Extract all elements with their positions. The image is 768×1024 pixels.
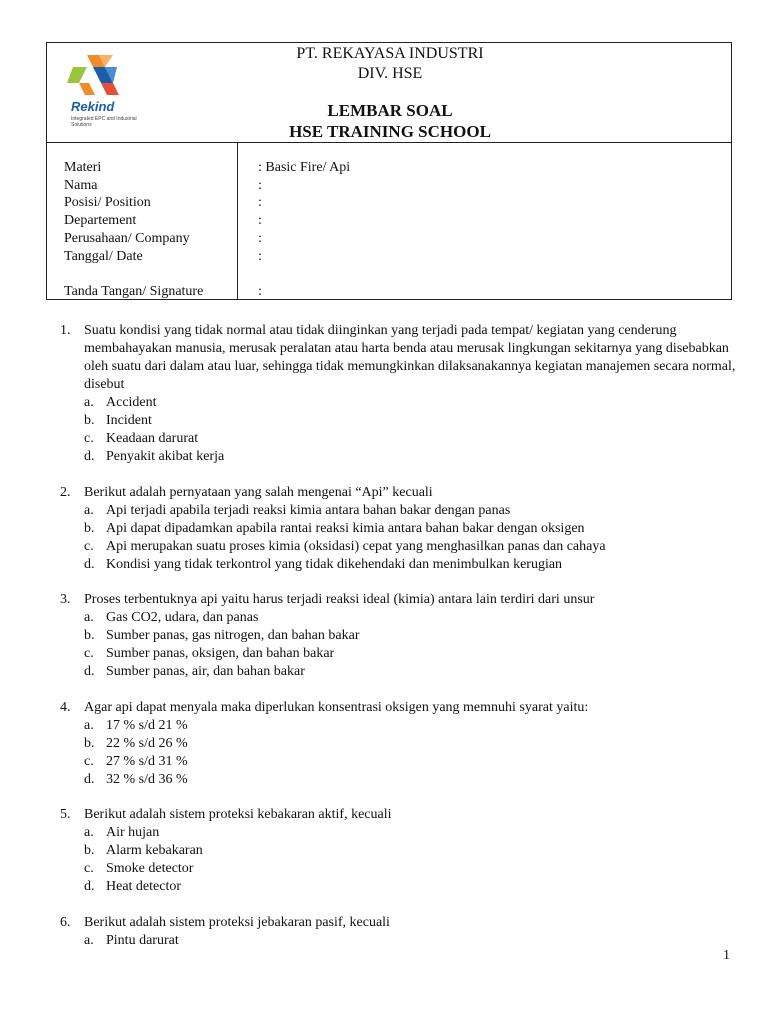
field-label-posisi: Posisi/ Position: [64, 195, 151, 210]
question-list: [60, 322, 740, 967]
option-letter: a.: [84, 825, 94, 840]
option-a[interactable]: [84, 394, 740, 412]
option-letter: d.: [84, 771, 95, 787]
question-5: [60, 806, 740, 896]
option-b[interactable]: [84, 520, 740, 538]
option-letter: d.: [84, 449, 95, 464]
rekind-logo: [65, 53, 155, 133]
question-3: [60, 591, 740, 681]
option-letter: a.: [84, 717, 94, 733]
option-letter: b.: [84, 413, 95, 428]
question-text: Agar api dapat menyala maka diperlukan konsentrasi oksigen yang memnuhi syarat yaitu:: [84, 699, 589, 715]
option-letter: d.: [84, 664, 95, 679]
option-text: Accident: [106, 395, 157, 410]
option-letter: b.: [84, 735, 95, 751]
option-letter: a.: [84, 395, 94, 410]
question-number: 1.: [60, 323, 71, 338]
option-d[interactable]: [84, 556, 740, 574]
option-a[interactable]: [84, 932, 740, 950]
option-text: 22 % s/d 26 %: [106, 735, 188, 751]
option-text: Sumber panas, gas nitrogen, dan bahan bakar: [106, 628, 360, 643]
option-letter: b.: [84, 628, 95, 643]
option-letter: c.: [84, 538, 94, 554]
field-value-signature[interactable]: :: [258, 284, 262, 299]
option-a[interactable]: [84, 717, 740, 735]
option-b[interactable]: [84, 842, 740, 860]
option-letter: d.: [84, 556, 95, 572]
field-value-posisi[interactable]: :: [258, 195, 262, 210]
option-c[interactable]: [84, 645, 740, 663]
option-text: Sumber panas, oksigen, dan bahan bakar: [106, 646, 335, 661]
company-name: PT. REKAYASA INDUSTRI: [296, 45, 484, 62]
option-letter: b.: [84, 843, 95, 858]
header-top: [47, 43, 731, 143]
sheet-title: LEMBAR SOAL: [327, 101, 453, 120]
field-label-nama: Nama: [64, 178, 98, 193]
option-text: Gas CO2, udara, dan panas: [106, 610, 259, 625]
option-c[interactable]: [84, 430, 740, 448]
division-name: DIV. HSE: [357, 65, 423, 82]
field-value-materi: : Basic Fire/ Api: [258, 160, 351, 175]
page-number: 1: [723, 948, 730, 963]
field-value-tanggal[interactable]: :: [258, 249, 262, 264]
option-c[interactable]: [84, 538, 740, 556]
option-letter: c.: [84, 753, 94, 769]
option-d[interactable]: [84, 878, 740, 896]
option-text: Api dapat dipadamkan apabila rantai reaksi kimia antara bahan bakar dengan oksigen: [106, 520, 585, 536]
option-a[interactable]: [84, 824, 740, 842]
option-letter: d.: [84, 879, 95, 894]
option-d[interactable]: [84, 771, 740, 789]
option-text: Penyakit akibat kerja: [106, 449, 225, 464]
option-c[interactable]: [84, 860, 740, 878]
option-text: 17 % s/d 21 %: [106, 717, 188, 733]
option-text: Sumber panas, air, dan bahan bakar: [106, 664, 305, 679]
rekind-logo-mark-icon: [65, 53, 135, 99]
field-value-perusahaan[interactable]: :: [258, 231, 262, 246]
question-2: [60, 484, 740, 574]
question-text: Berikut adalah sistem proteksi jebakaran pasif, kecuali: [84, 914, 390, 930]
option-d[interactable]: [84, 448, 740, 466]
option-a[interactable]: [84, 609, 740, 627]
option-text: 27 % s/d 31 %: [106, 753, 188, 769]
option-text: 32 % s/d 36 %: [106, 771, 188, 787]
field-label-departement: Departement: [64, 213, 137, 228]
option-a[interactable]: [84, 502, 740, 520]
logo-name: Rekind: [71, 99, 115, 114]
question-text: Berikut adalah sistem proteksi kebakaran aktif, kecuali: [84, 807, 392, 822]
option-b[interactable]: [84, 735, 740, 753]
header-box: [46, 42, 732, 300]
field-label-signature: Tanda Tangan/ Signature: [64, 284, 204, 299]
option-text: Kondisi yang tidak terkontrol yang tidak dikehendaki dan menimbulkan kerugian: [106, 556, 563, 572]
question-number: 5.: [60, 807, 71, 822]
question-text: Suatu kondisi yang tidak normal atau tidak diinginkan yang terjadi pada tempat/ kegiatan yang cenderung membahayakan manusia, merusak peralatan atau harta benda atau merusak lingkungan sekitarnya yang disebabkan oleh suatu dari dalam atau luar, sehingga tidak memungkinkan dilaksanakannya kegiatan manajemen secara normal, disebut: [84, 323, 736, 392]
option-text: Heat detector: [106, 879, 182, 894]
option-text: Incident: [106, 413, 152, 428]
option-text: Keadaan darurat: [106, 431, 199, 446]
question-6: [60, 914, 740, 950]
option-letter: c.: [84, 431, 94, 446]
option-text: Api merupakan suatu proses kimia (oksidasi) cepat yang menghasilkan panas dan cahaya: [106, 538, 606, 554]
school-title: HSE TRAINING SCHOOL: [289, 122, 491, 141]
option-b[interactable]: [84, 412, 740, 430]
option-c[interactable]: [84, 753, 740, 771]
option-text: Smoke detector: [106, 861, 194, 876]
option-letter: c.: [84, 861, 94, 876]
option-text: Air hujan: [106, 825, 160, 840]
field-divider: [237, 142, 238, 300]
question-1: [60, 322, 740, 466]
field-label-materi: Materi: [64, 160, 102, 175]
option-text: Api terjadi apabila terjadi reaksi kimia antara bahan bakar dengan panas: [106, 502, 511, 518]
field-label-perusahaan: Perusahaan/ Company: [64, 231, 190, 246]
option-b[interactable]: [84, 627, 740, 645]
question-number: 2.: [60, 484, 71, 500]
option-letter: a.: [84, 610, 94, 625]
option-d[interactable]: [84, 663, 740, 681]
option-letter: c.: [84, 646, 94, 661]
logo-tagline: Integrated EPC and Industrial Solutions: [71, 116, 137, 128]
option-text: Pintu darurat: [106, 932, 179, 948]
question-text: Berikut adalah pernyataan yang salah mengenai “Api” kecuali: [84, 484, 433, 500]
option-letter: a.: [84, 932, 94, 948]
option-text: Alarm kebakaran: [106, 843, 203, 858]
field-value-departement[interactable]: :: [258, 213, 262, 228]
question-4: [60, 699, 740, 789]
field-label-tanggal: Tanggal/ Date: [64, 249, 143, 264]
question-number: 3.: [60, 592, 71, 607]
field-value-nama[interactable]: :: [258, 178, 262, 193]
question-text: Proses terbentuknya api yaitu harus terjadi reaksi ideal (kimia) antara lain terdiri dari unsur: [84, 592, 595, 607]
option-letter: a.: [84, 502, 94, 518]
question-number: 6.: [60, 914, 71, 930]
option-letter: b.: [84, 520, 95, 536]
question-number: 4.: [60, 699, 71, 715]
